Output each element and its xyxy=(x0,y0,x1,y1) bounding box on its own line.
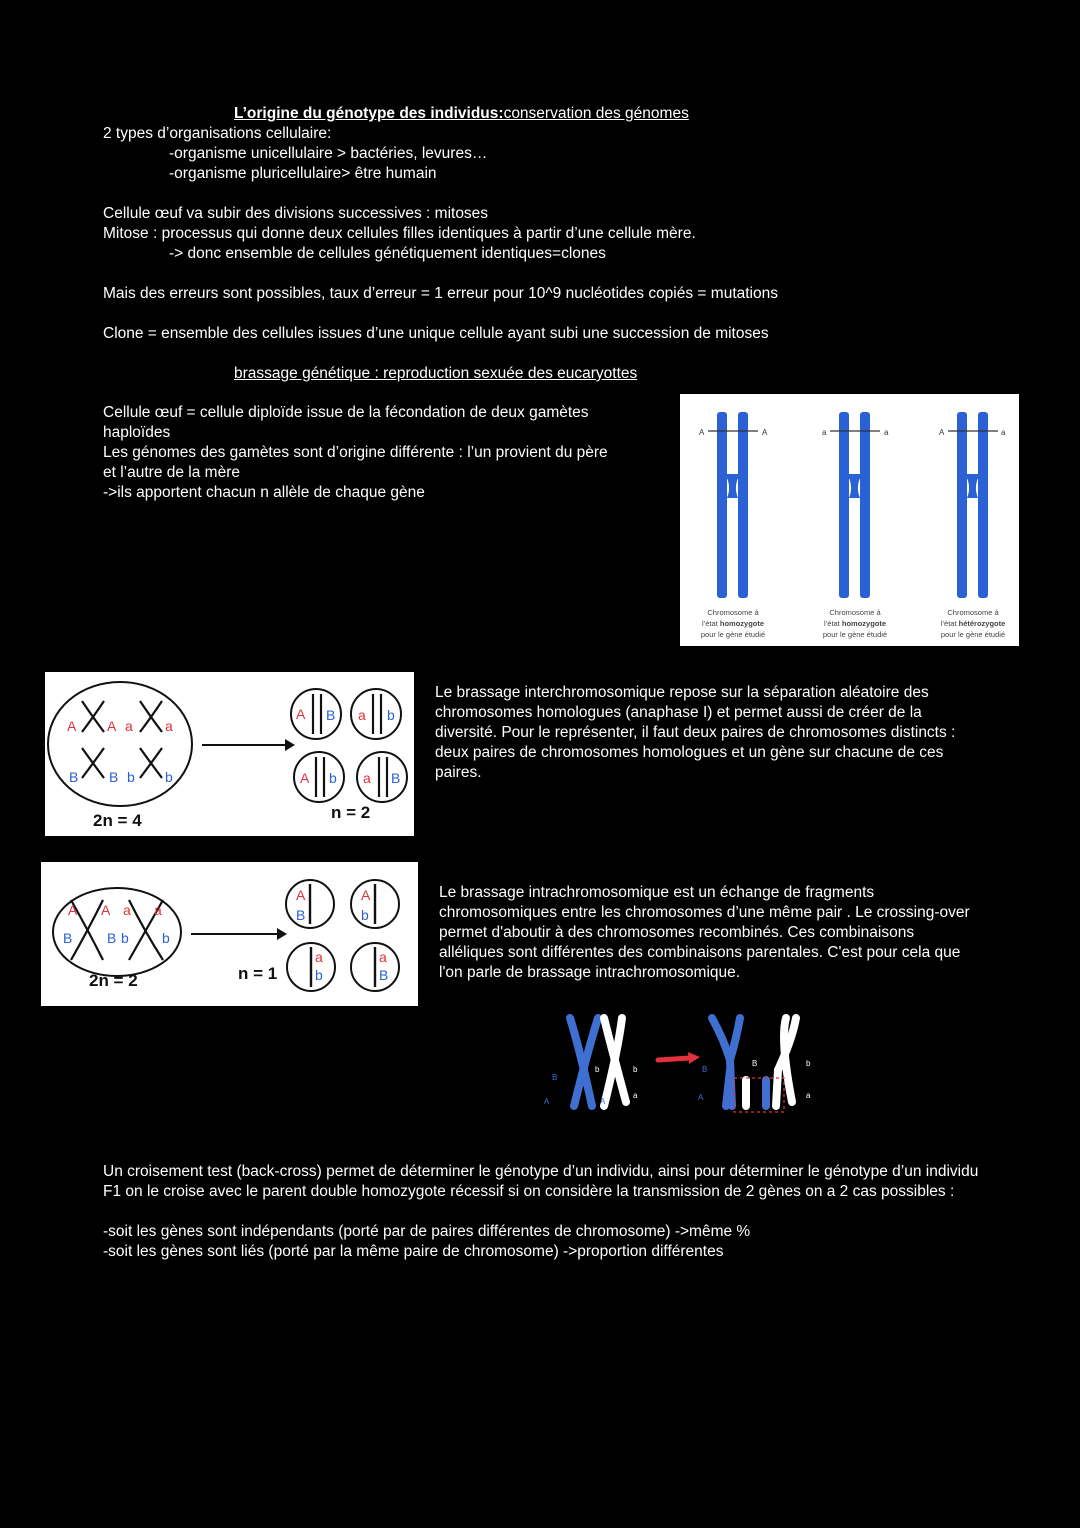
svg-text:B: B xyxy=(296,907,306,923)
svg-text:B: B xyxy=(326,707,336,723)
interchromosomal-figure xyxy=(45,672,414,836)
svg-text:B: B xyxy=(702,1065,708,1074)
svg-text:a: a xyxy=(315,949,323,965)
svg-text:A: A xyxy=(544,1097,550,1106)
label-n: n = 2 xyxy=(331,803,371,822)
label-2n: 2n = 4 xyxy=(93,811,142,830)
svg-text:b: b xyxy=(127,769,135,785)
caption-line: l’état hétérozygote xyxy=(940,619,1006,628)
svg-text:a: a xyxy=(154,902,162,918)
svg-text:A: A xyxy=(698,1093,704,1102)
allele-label: A xyxy=(762,428,768,437)
crossover-before xyxy=(570,1018,626,1106)
case-2: -soit les gènes sont liés (porté par la même paire de chromosome) ->proportion différentes xyxy=(103,1243,724,1260)
clone-line: Clone = ensemble des cellules issues d’une unique cellule ayant subi une succession de mitoses xyxy=(103,325,769,342)
case-1: -soit les gènes sont indépendants (porté par de paires différentes de chromosome) ->même % xyxy=(103,1223,751,1240)
svg-text:b: b xyxy=(162,930,170,946)
svg-text:B: B xyxy=(379,967,389,983)
chromosome-pair-1 xyxy=(82,701,162,778)
svg-text:b: b xyxy=(633,1065,638,1074)
svg-text:b: b xyxy=(329,770,337,786)
chromosome-heterozygote xyxy=(939,412,1006,598)
svg-text:A: A xyxy=(107,718,117,734)
svg-text:a: a xyxy=(358,707,366,723)
chromosome-captions xyxy=(701,608,1005,639)
svg-text:A: A xyxy=(296,706,306,722)
svg-text:a: a xyxy=(165,718,173,734)
section-title-brassage: brassage génétique : reproduction sexuée des eucaryottes xyxy=(234,365,638,382)
svg-text:b: b xyxy=(806,1059,811,1068)
svg-text:B: B xyxy=(752,1059,758,1068)
svg-text:a: a xyxy=(363,770,371,786)
intro-line-2: -organisme unicellulaire > bactéries, levures… xyxy=(169,145,488,162)
intrachromosomal-figure xyxy=(41,862,418,1006)
page-title xyxy=(234,104,689,124)
label-n: n = 1 xyxy=(238,964,278,983)
mitose-line-2: Mitose : processus qui donne deux cellules filles identiques à partir d’une cellule mère. xyxy=(103,225,696,242)
crossing-alleles xyxy=(63,902,170,946)
svg-text:B: B xyxy=(69,769,79,785)
diploid-line-2: haploïdes xyxy=(103,424,171,441)
diploid-line-3: Les génomes des gamètes sont d’origine différente : l’un provient du père xyxy=(103,444,608,461)
svg-text:a: a xyxy=(125,718,133,734)
mother-cell xyxy=(48,682,192,806)
title-bold: L’origine du génotype des individus: xyxy=(234,105,504,122)
svg-text:A: A xyxy=(361,887,371,903)
svg-text:A: A xyxy=(67,718,77,734)
svg-text:B: B xyxy=(552,1073,558,1082)
caption-line: Chromosome à xyxy=(707,608,759,617)
caption-line: pour le gène étudié xyxy=(700,630,766,639)
svg-text:B: B xyxy=(109,769,119,785)
svg-text:A: A xyxy=(68,902,78,918)
allele-label: a xyxy=(884,428,889,437)
diploid-line-1: Cellule œuf = cellule diploïde issue de la fécondation de deux gamètes xyxy=(103,404,589,421)
caption-line: pour le gène étudié xyxy=(822,630,888,639)
svg-text:B: B xyxy=(63,930,73,946)
svg-text:A: A xyxy=(300,770,310,786)
svg-text:a: a xyxy=(123,902,131,918)
caption-line: Chromosome à xyxy=(829,608,881,617)
caption-line: l’état homozygote xyxy=(701,619,765,628)
allele-label: a xyxy=(822,428,827,437)
red-arrow-head xyxy=(688,1052,700,1064)
svg-text:B: B xyxy=(391,770,401,786)
chromosome-homozygote-A xyxy=(699,412,768,598)
svg-text:b: b xyxy=(595,1065,600,1074)
svg-text:A: A xyxy=(600,1097,606,1106)
svg-text:b: b xyxy=(361,907,369,923)
caption-line: Chromosome à xyxy=(947,608,999,617)
svg-text:b: b xyxy=(315,967,323,983)
svg-text:b: b xyxy=(165,769,173,785)
allele-label: a xyxy=(1001,428,1006,437)
svg-text:b: b xyxy=(121,930,129,946)
chromosome-homozygote-a xyxy=(822,412,889,598)
crossing-chromosomes xyxy=(71,900,163,960)
mutation-line: Mais des erreurs sont possibles, taux d’erreur = 1 erreur pour 10^9 nucléotides copiés = mutations xyxy=(103,285,778,302)
gamete-alleles xyxy=(296,706,400,786)
interchromosomal-text: Le brassage interchromosomique repose sur la séparation aléatoire des chromosomes homologues (anaphase I) et permet aussi de créer de la diversité. Pour le représenter, il faut deux paires de chromosomes distincts : deux paires de chromosomes homologues et un gène sur chacune de ces paires. xyxy=(435,684,956,781)
svg-text:b: b xyxy=(387,707,395,723)
arrow-head xyxy=(277,928,287,940)
intro-line-1: 2 types d’organisations cellulaire: xyxy=(103,125,332,142)
diploid-line-4: et l’autre de la mère xyxy=(103,464,240,481)
caption-line: l’état homozygote xyxy=(823,619,887,628)
intro-line-3: -organisme pluricellulaire> être humain xyxy=(169,165,437,182)
svg-text:a: a xyxy=(379,949,387,965)
svg-text:B: B xyxy=(107,930,117,946)
chromosome-zygosity-figure xyxy=(680,394,1019,646)
crossing-over-figure xyxy=(540,1010,830,1120)
title-rest: conservation des génomes xyxy=(503,105,689,122)
diploid-line-5: ->ils apportent chacun n allèle de chaque gène xyxy=(103,484,425,501)
svg-text:a: a xyxy=(806,1091,811,1100)
allele-label: A xyxy=(939,428,945,437)
intrachromosomal-text: Le brassage intrachromosomique est un échange de fragments chromosomiques entre les chromosomes d’une même pair . Le crossing-over permet d'aboutir à des chromosomes recombinés. Ces combinaisons alléliques sont différentes des combinaisons parentales. C'est pour cela que l'on parle de brassage intrachromosomique. xyxy=(439,884,970,981)
allele-label: A xyxy=(699,428,705,437)
backcross-text: Un croisement test (back-cross) permet de déterminer le génotype d’un individu, ainsi pour déterminer le génotype d’un individu F1 on le croise avec le parent double homozygote récessif si on considère la transmission de 2 gènes on a 2 cas possibles : xyxy=(103,1163,979,1200)
caption-line: pour le gène étudié xyxy=(940,630,1006,639)
gamete-chromosomes xyxy=(313,694,387,797)
mitose-line-3: -> donc ensemble de cellules génétiquement identiques=clones xyxy=(169,245,606,262)
red-arrow xyxy=(658,1058,690,1060)
chromosome-zygosity-svg xyxy=(680,394,1019,646)
label-2n: 2n = 2 xyxy=(89,971,138,990)
svg-text:A: A xyxy=(101,902,111,918)
svg-text:a: a xyxy=(633,1091,638,1100)
arrow-head xyxy=(285,739,295,751)
svg-text:A: A xyxy=(296,887,306,903)
mitose-line-1: Cellule œuf va subir des divisions successives : mitoses xyxy=(103,205,489,222)
